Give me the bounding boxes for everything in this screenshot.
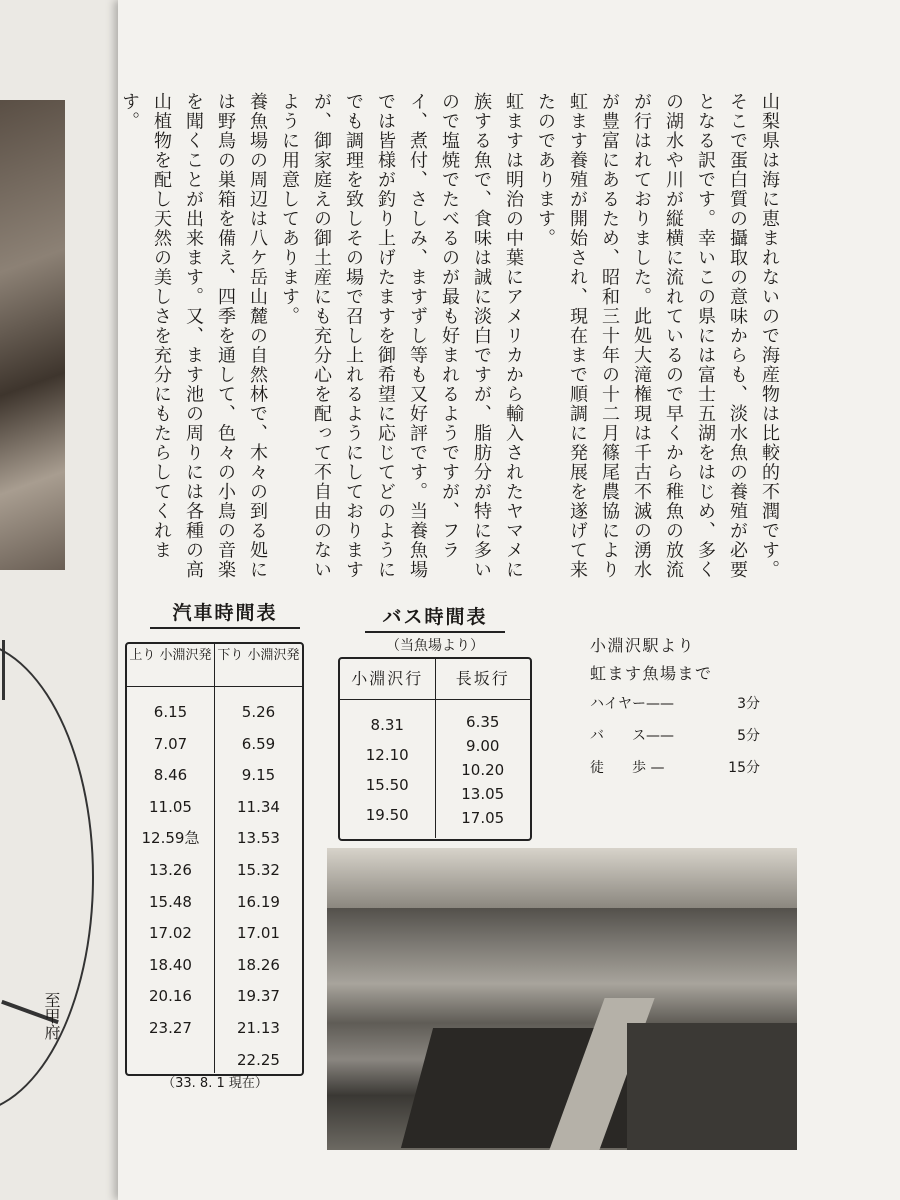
train-up-time: 15.48 bbox=[149, 892, 192, 911]
train-down-time: 5.26 bbox=[241, 703, 276, 721]
access-mode: 徒 歩 — bbox=[590, 760, 665, 776]
train-down-time: 22.25 bbox=[237, 1050, 280, 1069]
bus-time: 10.20 bbox=[461, 761, 505, 779]
map-route-arc bbox=[0, 640, 94, 1114]
access-row-hire bbox=[590, 688, 760, 720]
photo-trees bbox=[327, 848, 797, 908]
train-up-time: 18.40 bbox=[149, 955, 192, 974]
train-col-down bbox=[214, 687, 302, 1073]
train-table-body bbox=[127, 687, 302, 1073]
train-down-time: 9.15 bbox=[241, 766, 276, 785]
train-down-time: 15.32 bbox=[237, 860, 280, 879]
access-mode: バ ス—— bbox=[590, 728, 674, 744]
train-up-time: 6.15 bbox=[153, 703, 188, 721]
access-row-bus bbox=[590, 720, 760, 752]
train-down-time: 13.53 bbox=[237, 829, 280, 848]
access-time: 15分 bbox=[728, 760, 760, 776]
train-down-time: 19.37 bbox=[237, 987, 280, 1006]
train-down-time: 11.34 bbox=[237, 797, 280, 816]
train-up-time: 17.02 bbox=[149, 924, 192, 943]
train-down-time: 6.59 bbox=[241, 734, 276, 753]
train-down-time: 16.19 bbox=[237, 892, 280, 911]
bus-time: 12.10 bbox=[365, 746, 409, 764]
bus-time: 9.00 bbox=[466, 737, 500, 755]
train-up-time: 23.27 bbox=[149, 1018, 192, 1037]
photo-pond-right bbox=[627, 1023, 797, 1150]
bus-time: 6.35 bbox=[466, 713, 500, 731]
bus-time: 15.50 bbox=[365, 776, 409, 794]
bus-col-nagasaka bbox=[435, 700, 531, 838]
train-col-down-header: 下り 小淵沢発 bbox=[214, 644, 302, 686]
access-to: 虹ます魚場まで bbox=[590, 664, 713, 683]
left-page bbox=[0, 0, 120, 1200]
bus-timetable-title: バス時間表 bbox=[365, 602, 505, 633]
train-col-up-header: 上り 小淵沢発 bbox=[129, 648, 212, 663]
train-up-time: 12.59急 bbox=[141, 829, 200, 848]
bus-timetable-subtitle: （当魚場より） bbox=[386, 638, 484, 654]
train-timetable-note: （33. 8. 1 現在） bbox=[162, 1076, 268, 1091]
access-time: 3分 bbox=[737, 696, 760, 712]
bus-col-kobuchizawa-header: 小淵沢行 bbox=[351, 669, 424, 688]
bus-col-kobuchizawa bbox=[340, 700, 435, 838]
train-down-time: 21.13 bbox=[237, 1018, 280, 1037]
train-table-header bbox=[127, 644, 302, 687]
access-info bbox=[590, 632, 760, 784]
paragraph-trout: 虹ますは明治の中葉にアメリカから輸入されたヤマメに族する魚で、食味は誠に淡白ですが、脂肪分が特に多いので塩焼でたべるのが最も好まれるようですが、フライ、煮付、さしみ、ますずし等も又好評です。当養魚場では皆様が釣り上げたますを御希望に応じてどのようにでも調理を致しその場で召し上れるようにしておりますが、御家庭えの御土産にも充分心を配って不自由のないように用意してあります。 bbox=[279, 92, 524, 580]
left-photo bbox=[0, 100, 65, 570]
train-up-time: 13.26 bbox=[149, 860, 192, 879]
bus-time: 19.50 bbox=[365, 806, 409, 824]
bus-time: 17.05 bbox=[461, 809, 505, 827]
train-up-time: 20.16 bbox=[149, 987, 192, 1006]
paragraph-intro: 山梨県は海に恵まれないので海産物は比較的不潤です。そこで蛋白質の攝取の意味からも、淡水魚の養殖が必要となる訳です。幸いこの県には富士五湖をはじめ、多くの湖水や川が縦横に流れているので早くから稚魚の放流が行はれておりました。此処大滝権現は千古不滅の湧水が豊富にあるため、昭和三十年の十二月篠尾農協により虹ます養殖が開始され、現在まで順調に発展を遂げて来たのであります。 bbox=[535, 92, 780, 580]
train-down-time: 18.26 bbox=[237, 955, 280, 974]
train-down-time: 17.01 bbox=[237, 924, 280, 943]
body-text bbox=[119, 92, 785, 592]
bus-timetable bbox=[338, 657, 532, 841]
paragraph-surroundings: 養魚場の周辺は八ケ岳山麓の自然林で、木々の到る処には野鳥の巣箱を備え、四季を通して、色々の小鳥の音楽を聞くことが出来ます。又、ます池の周りには各種の高山植物を配し天然の美しさを充分にもたらしてくれます。 bbox=[119, 92, 268, 580]
access-from: 小淵沢駅より bbox=[590, 636, 696, 655]
access-row-walk bbox=[590, 752, 760, 784]
train-col-up bbox=[127, 687, 214, 1073]
bus-table-body bbox=[340, 700, 530, 838]
train-timetable-title: 汽車時間表 bbox=[150, 598, 300, 629]
access-time: 5分 bbox=[737, 728, 760, 744]
train-up-time: 7.07 bbox=[153, 734, 188, 753]
access-mode: ハイヤー—— bbox=[590, 696, 674, 712]
bus-time: 8.31 bbox=[370, 716, 404, 734]
bus-table-header bbox=[340, 659, 530, 700]
bus-time: 13.05 bbox=[461, 785, 505, 803]
train-timetable bbox=[125, 642, 304, 1076]
train-up-time: 8.46 bbox=[153, 766, 188, 785]
map-label-kofu: 至甲府 bbox=[42, 992, 61, 1040]
fish-pond-photo bbox=[327, 848, 797, 1150]
bus-col-nagasaka-header: 長坂行 bbox=[435, 659, 531, 699]
train-up-time: 11.05 bbox=[149, 797, 192, 816]
